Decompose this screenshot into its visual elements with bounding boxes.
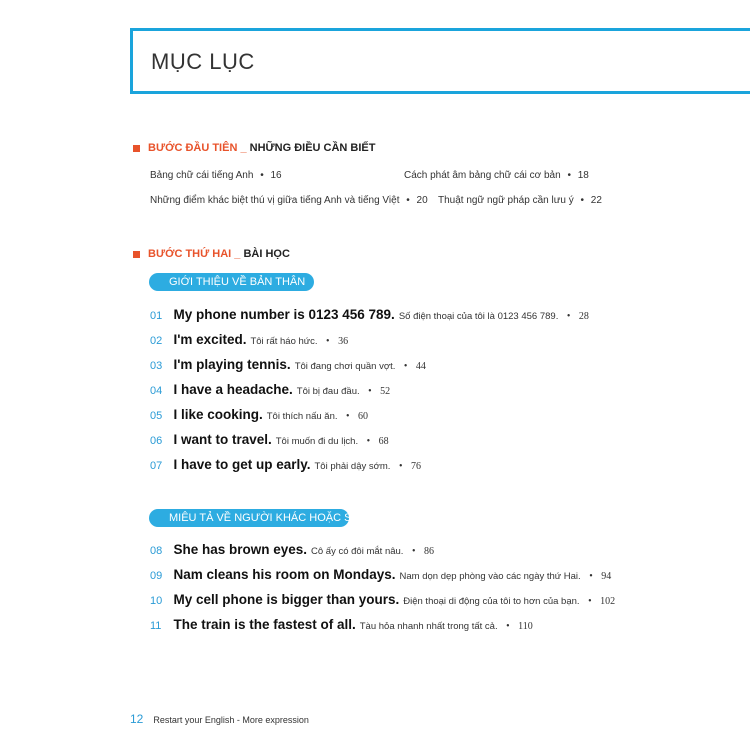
- toc-entry[interactable]: Thuật ngữ ngữ pháp cần lưu ý • 22: [438, 195, 602, 206]
- lesson-number: 04: [150, 385, 163, 397]
- lesson-title-vi: Tàu hỏa nhanh nhất trong tất cả.: [359, 621, 498, 632]
- lesson-title-vi: Tôi phải dậy sớm.: [314, 461, 391, 472]
- toc-entry[interactable]: Những điểm khác biệt thú vị giữa tiếng Anh và tiếng Việt • 20: [150, 195, 428, 206]
- lesson-page: 44: [415, 361, 426, 372]
- lesson-row[interactable]: 05 I like cooking. Tôi thích nấu ăn. • 60: [150, 407, 369, 422]
- lesson-row[interactable]: 03 I'm playing tennis. Tôi đang chơi quần vợt. • 44: [150, 357, 426, 372]
- lesson-title-en: Nam cleans his room on Mondays.: [173, 567, 396, 582]
- step1-label: BƯỚC ĐẦU TIÊN _: [148, 142, 247, 154]
- bullet-square-icon: [133, 145, 140, 152]
- section-step2-heading: [133, 248, 290, 260]
- step2-subtitle: BÀI HỌC: [243, 248, 290, 260]
- lesson-number: 07: [150, 460, 163, 472]
- lesson-title-vi: Điện thoại di động của tôi to hơn của bạn.: [403, 596, 580, 607]
- lesson-number: 05: [150, 410, 163, 422]
- lesson-title-en: I have to get up early.: [173, 457, 311, 472]
- lesson-page: 60: [358, 411, 369, 422]
- lesson-number: 01: [150, 310, 163, 322]
- lesson-number: 02: [150, 335, 163, 347]
- lesson-row[interactable]: 07 I have to get up early. Tôi phải dậy sớm. • 76: [150, 457, 421, 472]
- toc-entry-label: Thuật ngữ ngữ pháp cần lưu ý: [438, 195, 574, 206]
- lesson-row[interactable]: 06 I want to travel. Tôi muốn đi du lịch. • 68: [150, 432, 389, 447]
- lesson-title-vi: Tôi rất háo hức.: [250, 336, 318, 347]
- toc-entry-page: 20: [416, 195, 428, 206]
- title-box: [130, 28, 750, 94]
- lesson-number: 10: [150, 595, 163, 607]
- lesson-number: 03: [150, 360, 163, 372]
- footer-book-title: Restart your English - More expression: [153, 715, 309, 725]
- lesson-page: 36: [338, 336, 349, 347]
- toc-entry[interactable]: Cách phát âm bảng chữ cái cơ bản • 18: [404, 170, 589, 181]
- lesson-number: 06: [150, 435, 163, 447]
- step1-subtitle: NHỮNG ĐIỀU CẦN BIẾT: [249, 142, 376, 154]
- lesson-row[interactable]: 08 She has brown eyes. Cô ấy có đôi mắt nâu. • 86: [150, 542, 434, 557]
- lesson-title-vi: Số điện thoại của tôi là 0123 456 789.: [398, 311, 559, 322]
- step2-label: BƯỚC THỨ HAI _: [148, 248, 241, 260]
- toc-entry-page: 22: [590, 195, 602, 206]
- group-pill-intro: GIỚI THIỆU VỀ BẢN THÂN: [149, 273, 314, 291]
- toc-entry-page: 16: [270, 170, 282, 181]
- lesson-number: 09: [150, 570, 163, 582]
- lesson-title-en: I want to travel.: [173, 432, 272, 447]
- lesson-page: 76: [410, 461, 421, 472]
- page-title: MỤC LỤC: [151, 49, 255, 74]
- lesson-row[interactable]: 02 I'm excited. Tôi rất háo hức. • 36: [150, 332, 349, 347]
- lesson-page: 86: [423, 546, 434, 557]
- lesson-row[interactable]: 04 I have a headache. Tôi bị đau đầu. • 52: [150, 382, 391, 397]
- toc-entry-page: 18: [577, 170, 589, 181]
- lesson-row[interactable]: 11 The train is the fastest of all. Tàu hỏa nhanh nhất trong tất cả. • 110: [150, 617, 533, 632]
- lesson-title-en: My cell phone is bigger than yours.: [173, 592, 400, 607]
- lesson-title-vi: Nam dọn dẹp phòng vào các ngày thứ Hai.: [399, 571, 581, 582]
- lesson-row[interactable]: 10 My cell phone is bigger than yours. Điện thoại di động của tôi to hơn của bạn. • 102: [150, 592, 616, 607]
- lesson-title-vi: Tôi đang chơi quần vợt.: [294, 361, 396, 372]
- lesson-page: 102: [600, 596, 616, 607]
- footer-page-number: 12: [130, 712, 144, 726]
- lesson-title-en: I have a headache.: [173, 382, 293, 397]
- lesson-title-en: She has brown eyes.: [173, 542, 308, 557]
- lesson-page: 28: [578, 311, 589, 322]
- lesson-title-en: The train is the fastest of all.: [173, 617, 356, 632]
- toc-entry[interactable]: Bảng chữ cái tiếng Anh • 16: [150, 170, 282, 181]
- bullet-square-icon: [133, 251, 140, 258]
- lesson-page: 94: [601, 571, 612, 582]
- lesson-page: 110: [518, 621, 533, 632]
- group-pill-describe: MIÊU TẢ VỀ NGƯỜI KHÁC HOẶC SỰ VẬT: [149, 509, 349, 527]
- lesson-title-vi: Tôi bị đau đầu.: [296, 386, 360, 397]
- lesson-title-en: My phone number is 0123 456 789.: [173, 307, 395, 322]
- lesson-title-en: I'm playing tennis.: [173, 357, 291, 372]
- lesson-title-vi: Tôi muốn đi du lịch.: [275, 436, 359, 447]
- page-footer: [130, 710, 309, 728]
- toc-entry-label: Cách phát âm bảng chữ cái cơ bản: [404, 170, 561, 181]
- lesson-title-vi: Cô ấy có đôi mắt nâu.: [311, 546, 404, 557]
- lesson-title-vi: Tôi thích nấu ăn.: [266, 411, 338, 422]
- lesson-title-en: I like cooking.: [173, 407, 263, 422]
- toc-entry-label: Những điểm khác biệt thú vị giữa tiếng Anh và tiếng Việt: [150, 195, 400, 206]
- section-step1-heading: [133, 142, 376, 154]
- lesson-page: 68: [378, 436, 389, 447]
- lesson-page: 52: [380, 386, 391, 397]
- toc-entry-label: Bảng chữ cái tiếng Anh: [150, 170, 254, 181]
- lesson-row[interactable]: 01 My phone number is 0123 456 789. Số điện thoại của tôi là 0123 456 789. • 28: [150, 307, 589, 322]
- lesson-number: 08: [150, 545, 163, 557]
- lesson-number: 11: [150, 620, 162, 632]
- lesson-title-en: I'm excited.: [173, 332, 247, 347]
- lesson-row[interactable]: 09 Nam cleans his room on Mondays. Nam dọn dẹp phòng vào các ngày thứ Hai. • 94: [150, 567, 612, 582]
